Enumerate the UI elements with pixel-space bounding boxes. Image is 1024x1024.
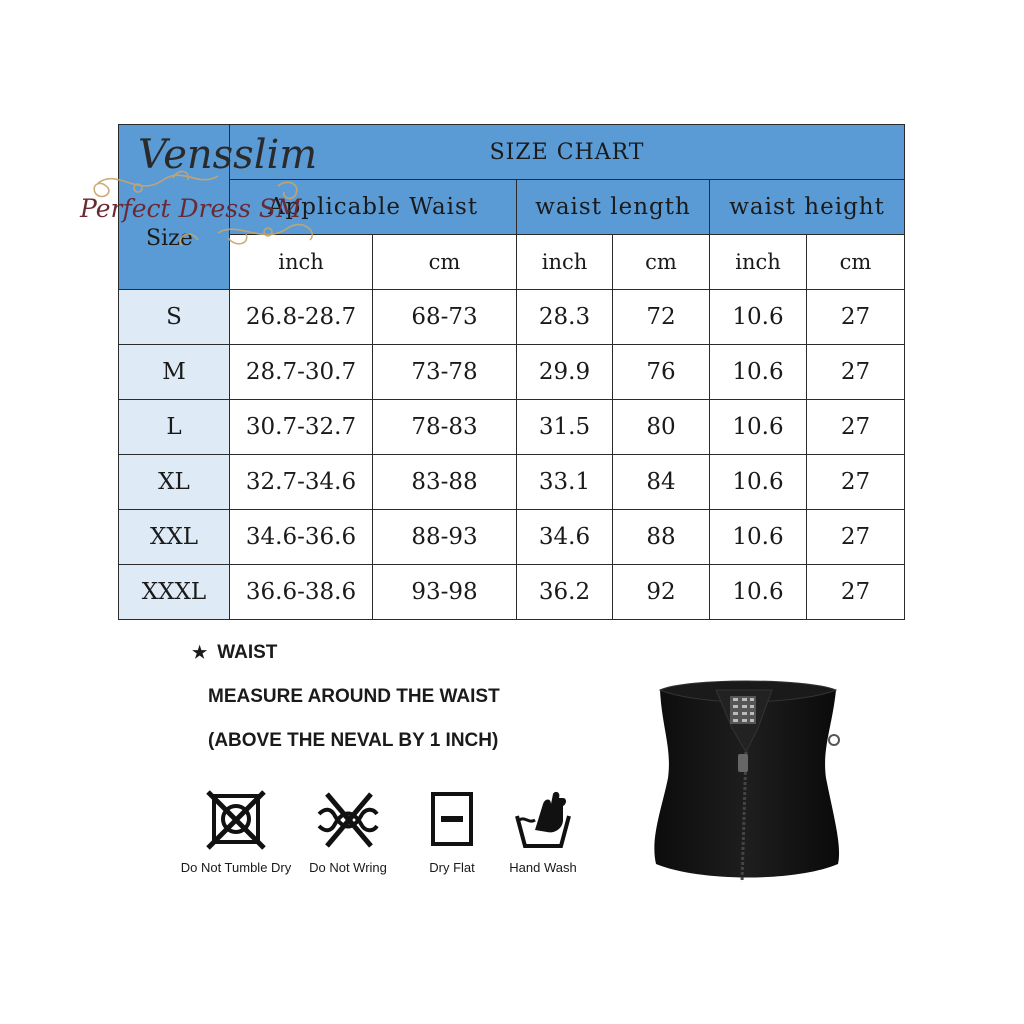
measurement-cell: 10.6: [710, 290, 807, 345]
measurement-cell: 26.8-28.7: [230, 290, 373, 345]
measurement-cell: 27: [807, 400, 905, 455]
do-not-wring-icon: [313, 790, 383, 850]
measurement-cell: 93-98: [373, 565, 517, 620]
size-cell: S: [119, 290, 230, 345]
size-row-s: [119, 290, 905, 345]
waist-length-header: waist length: [517, 180, 710, 235]
measurement-cell: 92: [613, 565, 710, 620]
size-cell: XXXL: [119, 565, 230, 620]
size-header-cell: [119, 125, 230, 290]
size-chart-table: [118, 124, 904, 610]
size-cell: XXL: [119, 510, 230, 565]
size-row-l: [119, 400, 905, 455]
care-label: Hand Wash: [509, 860, 577, 875]
measurement-cell: 10.6: [710, 345, 807, 400]
measurement-cell: 68-73: [373, 290, 517, 345]
measurement-cell: 27: [807, 290, 905, 345]
care-label: Do Not Wring: [309, 860, 387, 875]
measurement-cell: 32.7-34.6: [230, 455, 373, 510]
measurement-cell: 27: [807, 565, 905, 620]
measurement-cell: 78-83: [373, 400, 517, 455]
measurement-cell: 88-93: [373, 510, 517, 565]
brand-watermark: Vensslim: [138, 132, 318, 178]
size-row-m: [119, 345, 905, 400]
size-row-xl: [119, 455, 905, 510]
dry-flat-icon: [427, 790, 477, 850]
size-cell: L: [119, 400, 230, 455]
measurement-cell: 36.6-38.6: [230, 565, 373, 620]
waist-heading: [192, 642, 277, 664]
star-icon: ★: [192, 643, 208, 662]
measurement-cell: 83-88: [373, 455, 517, 510]
measurement-cell: 34.6-36.6: [230, 510, 373, 565]
measure-instruction: MEASURE AROUND THE WAIST: [208, 686, 500, 707]
hand-wash-icon: [513, 790, 573, 850]
measurement-cell: 76: [613, 345, 710, 400]
size-chart-title: SIZE CHART: [230, 125, 905, 180]
unit-header: inch: [710, 235, 807, 290]
unit-header: cm: [613, 235, 710, 290]
measure-instruction-note: (ABOVE THE NEVAL BY 1 INCH): [208, 730, 499, 751]
size-row-xxxl: [119, 565, 905, 620]
size-column-label: Size: [146, 226, 193, 251]
do-not-tumble-dry-icon: [206, 790, 266, 850]
measurement-cell: 28.3: [517, 290, 613, 345]
size-cell: M: [119, 345, 230, 400]
measurement-cell: 36.2: [517, 565, 613, 620]
unit-header: cm: [807, 235, 905, 290]
measurement-cell: 27: [807, 455, 905, 510]
measurement-cell: 28.7-30.7: [230, 345, 373, 400]
measurement-cell: 27: [807, 510, 905, 565]
measurement-cell: 29.9: [517, 345, 613, 400]
care-do-not-tumble-dry: [176, 790, 296, 875]
care-do-not-wring: [296, 790, 400, 875]
care-label: Do Not Tumble Dry: [180, 860, 292, 875]
care-label: Dry Flat: [429, 860, 475, 875]
store-watermark: Perfect Dress SM: [80, 194, 302, 223]
measurement-cell: 34.6: [517, 510, 613, 565]
measurement-cell: 72: [613, 290, 710, 345]
applicable-waist-header: Applicable Waist: [230, 180, 517, 235]
size-row-xxl: [119, 510, 905, 565]
measurement-cell: 10.6: [710, 455, 807, 510]
care-dry-flat: [412, 790, 492, 875]
measurement-cell: 33.1: [517, 455, 613, 510]
measurement-cell: 73-78: [373, 345, 517, 400]
waist-heading-text: WAIST: [217, 642, 278, 663]
measurement-cell: 84: [613, 455, 710, 510]
unit-header: inch: [517, 235, 613, 290]
measurement-cell: 27: [807, 345, 905, 400]
measurement-cell: 10.6: [710, 400, 807, 455]
measurement-cell: 80: [613, 400, 710, 455]
unit-header: cm: [373, 235, 517, 290]
waist-trainer-product-image: [646, 668, 846, 888]
care-hand-wash: [500, 790, 586, 875]
measurement-cell: 88: [613, 510, 710, 565]
waist-height-header: waist height: [710, 180, 905, 235]
measurement-cell: 10.6: [710, 510, 807, 565]
waist-trainer-illustration: [646, 668, 846, 888]
measurement-cell: 31.5: [517, 400, 613, 455]
unit-header: inch: [230, 235, 373, 290]
size-cell: XL: [119, 455, 230, 510]
measurement-cell: 30.7-32.7: [230, 400, 373, 455]
measurement-cell: 10.6: [710, 565, 807, 620]
